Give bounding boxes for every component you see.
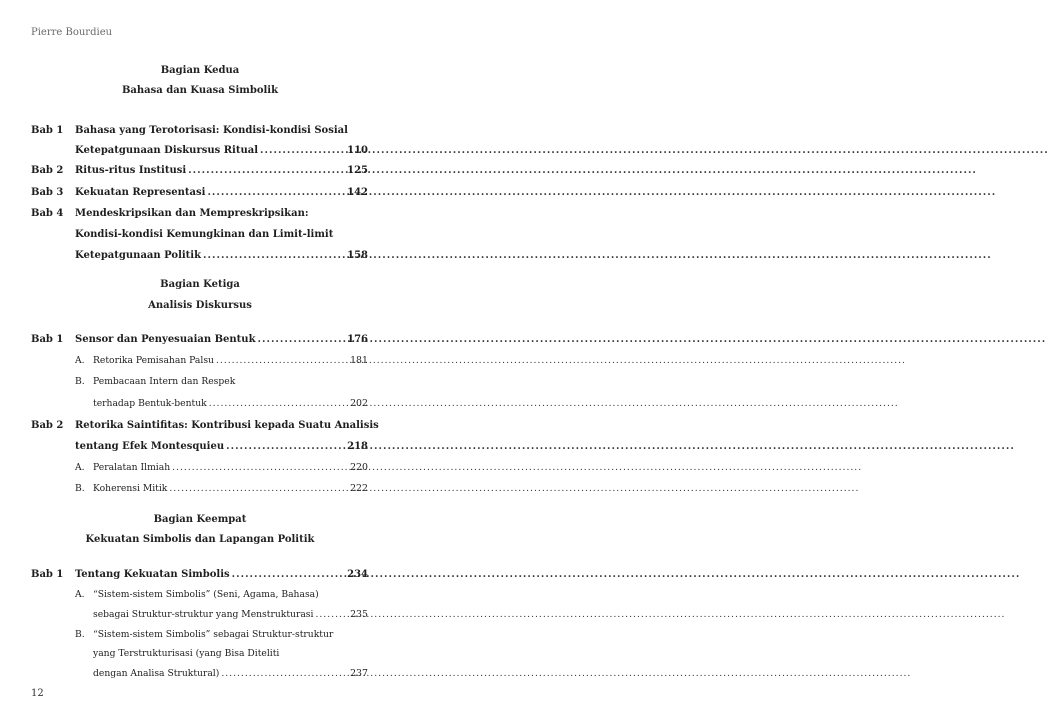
toc-entry xyxy=(0,227,400,243)
toc-entry xyxy=(0,481,400,497)
entry-title: Kekuatan Representasi xyxy=(75,187,206,198)
entry-title: Retorika Saintifitas: Kontribusi kepada Suatu Analisis xyxy=(75,420,379,431)
section-letter: A. xyxy=(75,589,85,600)
entry-title: terhadap Bentuk-bentuk xyxy=(93,398,207,409)
dot-leader xyxy=(209,396,899,412)
toc-entry xyxy=(0,460,400,476)
dot-leader xyxy=(172,460,862,476)
page-number: 176 xyxy=(347,334,368,345)
entry-title: “Sistem-sistem Simbolis” sebagai Struktur-struktur xyxy=(93,629,334,640)
dot-leader xyxy=(258,332,1047,348)
section-letter: A. xyxy=(75,462,85,473)
entry-title: Sensor dan Penyesuaian Bentuk xyxy=(75,334,256,345)
dot-leader xyxy=(315,607,1005,623)
running-header-author: Pierre Bourdieu xyxy=(31,27,113,38)
toc-entry xyxy=(0,353,400,369)
toc-entry xyxy=(0,567,400,583)
page-number: 142 xyxy=(347,187,368,198)
entry-title: dengan Analisa Struktural) xyxy=(93,668,220,679)
part-label: Bagian Kedua xyxy=(160,65,240,76)
chapter-number: Bab 1 xyxy=(31,334,64,345)
toc-entry xyxy=(0,396,400,412)
page-number: 237 xyxy=(350,668,368,679)
toc-entry xyxy=(0,185,400,201)
dot-leader xyxy=(221,666,911,682)
entry-title: yang Terstrukturisasi (yang Bisa Diteliti xyxy=(93,648,280,659)
page-number: 202 xyxy=(350,398,368,409)
page-number: 222 xyxy=(350,483,368,494)
toc-entry xyxy=(0,646,400,662)
page-number: 218 xyxy=(347,441,368,452)
page-number: 181 xyxy=(350,355,368,366)
page-number: 220 xyxy=(350,462,368,473)
toc-entry xyxy=(0,163,400,179)
entry-title: Ritus-ritus Institusi xyxy=(75,165,187,176)
chapter-number: Bab 2 xyxy=(31,165,64,176)
folio-page-number: 12 xyxy=(31,688,44,699)
dot-leader xyxy=(216,353,906,369)
part-title: Bahasa dan Kuasa Simbolik xyxy=(121,85,279,96)
entry-title: Retorika Pemisahan Palsu xyxy=(93,355,214,366)
toc-entry xyxy=(0,607,400,623)
dot-leader xyxy=(207,185,996,201)
entry-title: Kondisi-kondisi Kemungkinan dan Limit-limit xyxy=(75,229,334,240)
page-number: 125 xyxy=(347,165,368,176)
chapter-number: Bab 1 xyxy=(31,125,64,136)
dot-leader xyxy=(203,248,992,264)
section-letter: A. xyxy=(75,355,85,366)
section-letter: B. xyxy=(75,376,85,387)
chapter-number: Bab 4 xyxy=(31,208,64,219)
entry-title: Mendeskripsikan dan Mempreskripsikan: xyxy=(75,208,309,219)
toc-entry xyxy=(0,248,400,264)
part-label: Bagian Keempat xyxy=(153,514,247,525)
entry-title: sebagai Struktur-struktur yang Menstrukturasi xyxy=(93,609,314,620)
entry-title: tentang Efek Montesquieu xyxy=(75,441,225,452)
dot-leader xyxy=(169,481,859,497)
entry-title: “Sistem-sistem Simbolis” (Seni, Agama, Bahasa) xyxy=(93,589,319,600)
toc-entry xyxy=(0,627,400,643)
chapter-number: Bab 2 xyxy=(31,420,64,431)
toc-entry xyxy=(0,587,400,603)
entry-title: Koherensi Mitik xyxy=(93,483,168,494)
section-letter: B. xyxy=(75,629,85,640)
entry-title: Peralatan Ilmiah xyxy=(93,462,171,473)
page-number: 158 xyxy=(347,250,368,261)
entry-title: Bahasa yang Terotorisasi: Kondisi-kondisi Sosial xyxy=(75,125,348,136)
page-number: 234 xyxy=(347,569,368,580)
entry-title: Ketepatgunaan Diskursus Ritual xyxy=(75,145,259,156)
dot-leader xyxy=(188,163,977,179)
part-title: Kekuatan Simbolis dan Lapangan Politik xyxy=(85,534,315,545)
part-title: Analisis Diskursus xyxy=(148,300,252,311)
toc-entry xyxy=(0,418,400,434)
toc-entry xyxy=(0,374,400,390)
entry-title: Pembacaan Intern dan Respek xyxy=(93,376,236,387)
page-number: 235 xyxy=(350,609,368,620)
chapter-number: Bab 1 xyxy=(31,569,64,580)
toc-entry xyxy=(0,439,400,455)
toc-entry xyxy=(0,666,400,682)
toc-entry xyxy=(0,332,400,348)
dot-leader xyxy=(260,143,1049,159)
chapter-number: Bab 3 xyxy=(31,187,64,198)
page-number: 110 xyxy=(347,145,368,156)
toc-entry xyxy=(0,123,400,139)
toc-entry xyxy=(0,143,400,159)
part-label: Bagian Ketiga xyxy=(160,279,240,290)
toc-entry xyxy=(0,206,400,222)
entry-title: Tentang Kekuatan Simbolis xyxy=(75,569,230,580)
section-letter: B. xyxy=(75,483,85,494)
entry-title: Ketepatgunaan Politik xyxy=(75,250,202,261)
